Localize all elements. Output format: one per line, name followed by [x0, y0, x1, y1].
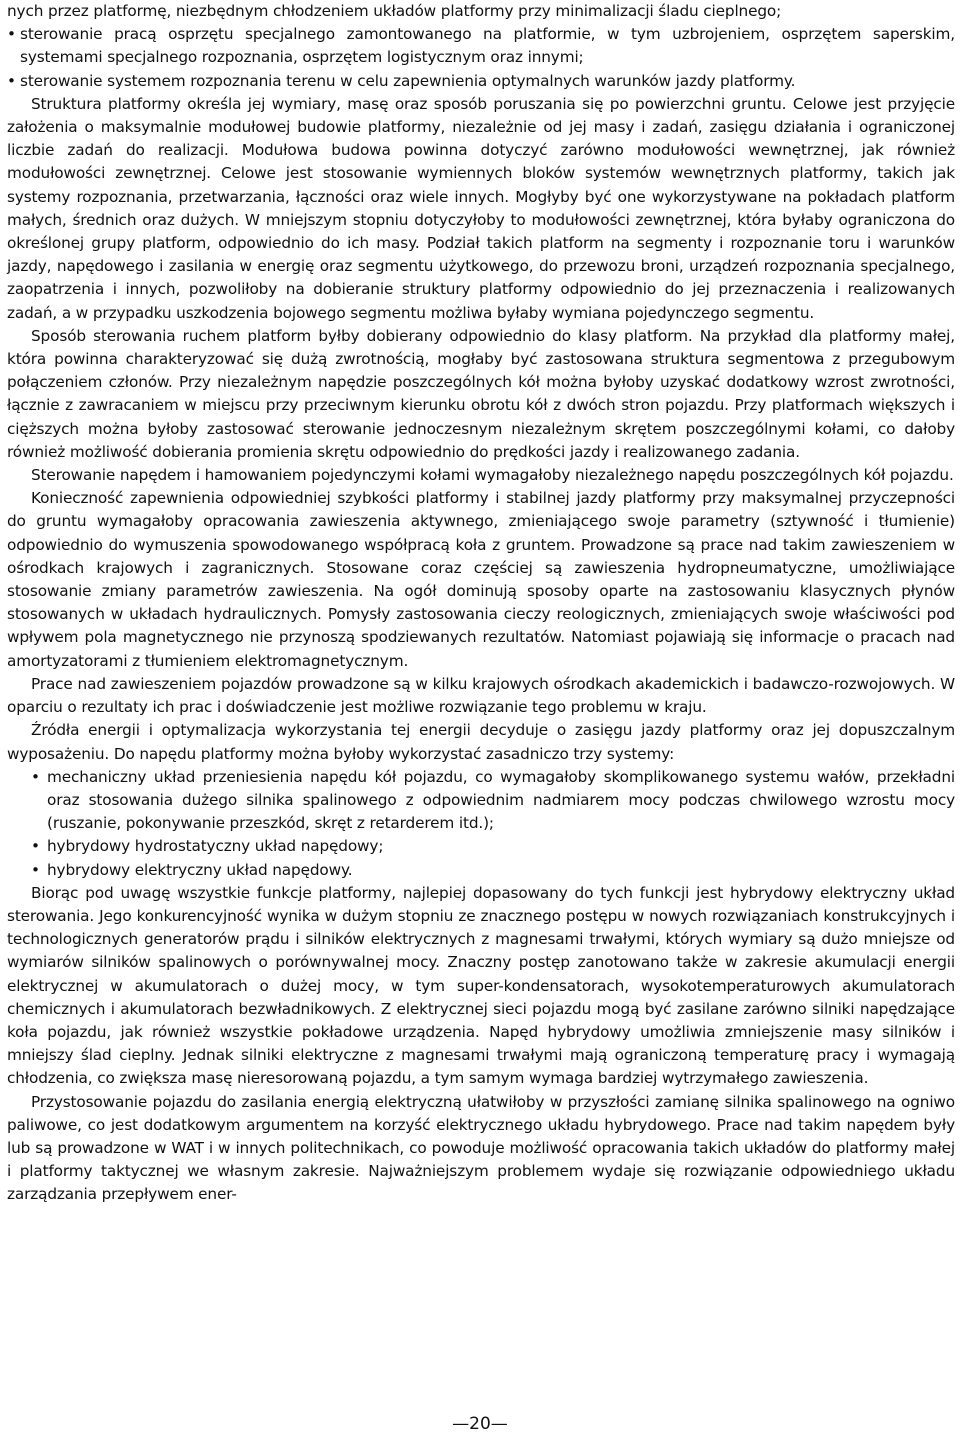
bullet-text: hybrydowy hydrostatyczny układ napędowy;: [47, 837, 384, 856]
bullet-text: sterowanie pracą osprzętu specjalnego zamontowanego na platformie, w tym uzbrojeniem, osprzętem saperskim, systemami specjalnego rozpoznania, osprzętem logistycznym oraz innymi;: [20, 25, 955, 67]
continuation-line: nych przez platformę, niezbędnym chłodzeniem układów platformy przy minimalizacji śladu cieplnego;: [7, 2, 782, 20]
bullet-item-mid-1: [7, 766, 955, 836]
bullet-item-top-1: [7, 23, 955, 69]
bullet-icon: •: [31, 837, 40, 856]
paragraph-fuel-cell: Przystosowanie pojazdu do zasilania energią elektryczną ułatwiłoby w przyszłości zamianę silnika spalinowego na ogniwo paliwowe, co jest dodatkowym argumentem na korzyść elektrycznego układu hybrydowego. Prace nad takim napędem były lub są prowadzone w WAT i w innych politechnikach, co powoduje możliwość opracowania takich układów do platformy małej i platformy taktycznej we własnym zakresie. Najważniejszym problemem wydaje się rozwiązanie odpowiedniego układu zarządzania przepływem ener-: [7, 1092, 955, 1204]
bullet-text: sterowanie systemem rozpoznania terenu w celu zapewnienia optymalnych warunków jazdy platformy.: [20, 71, 796, 90]
paragraph-suspension: Konieczność zapewnienia odpowiedniej szybkości platformy i stabilnej jazdy platformy przy maksymalnej przyczepności do gruntu wymagałoby opracowania zawieszenia aktywnego, zmieniającego swoje parametry (sztywność i tłumienie) odpowiednio do wymuszenia spowodowanego współpracą koła z gruntem. Prowadzone są prace nad takim zawieszeniem w ośrodkach krajowych i zagranicznych. Stosowane coraz częściej są zawieszenia hydropneumatyczne, umożliwiające stosowanie zmiany parametrów zawieszenia. Na ogół dominują sposoby oparte na zastosowaniu klasycznych płynów stosowanych w układach hydraulicznych. Pomysły zastosowania cieczy reologicznych, zmieniających swoje właściwości pod wpływem pola magnetycznego nie przynoszą spodziewanych rezultatów. Natomiast pojawiają się informacje o pracach nad amortyzatorami z tłumieniem elektromagnetycznym.: [7, 489, 955, 670]
bullet-text: hybrydowy elektryczny układ napędowy.: [47, 860, 353, 879]
document-body: [7, 0, 955, 1207]
bullet-text: mechaniczny układ przeniesienia napędu kół pojazdu, co wymagałoby skomplikowanego systemu wałów, przekładni oraz stosowania dużego silnika spalinowego z odpowiednim nadmiarem mocy podczas chwilowego wzrostu mocy (ruszanie, pokonywanie przeszkód, skręt z retarderem itd.);: [47, 767, 955, 833]
bullet-icon: •: [7, 71, 16, 90]
bullet-icon: •: [31, 860, 40, 879]
paragraph-research: Prace nad zawieszeniem pojazdów prowadzone są w kilku krajowych ośrodkach akademickich i badawczo-rozwojowych. W oparciu o rezultaty ich prac i doświadczenie jest możliwe rozwiązanie tego problemu w kraju.: [7, 674, 955, 717]
paragraph-drive-braking: Sterowanie napędem i hamowaniem pojedynczymi kołami wymagałoby niezależnego napędu poszczególnych kół pojazdu.: [31, 466, 954, 485]
bullet-icon: •: [31, 767, 40, 786]
paragraph-energy: Źródła energii i optymalizacja wykorzystania tej energii decyduje o zasięgu jazdy platformy oraz jej dopuszczalnym wyposażeniu. Do napędu platformy można byłoby wykorzystać zasadniczo trzy systemy:: [7, 721, 955, 763]
paragraph-structure: Struktura platformy określa jej wymiary, masę oraz sposób poruszania się po powierzchni gruntu. Celowe jest przyjęcie założenia o maksymalnie modułowej budowie platformy, niezależnie od jej masy i zadań, zasięgu działania i ograniczonej liczbie zadań do realizacji. Modułowa budowa powinna dotyczyć zarówno modułowości wewnętrznej, jak również modułowości zewnętrznej. Celowe jest stosowanie wymiennych bloków systemów wewnętrznych platformy, takich jak systemy rozpoznania, przetwarzania, łączności oraz wiele innych. Mogłyby być one wykorzystywane na pokładach platform małych, średnich oraz dużych. W mniejszym stopniu dotyczyłoby to modułowości zewnętrznej, która byłaby ograniczona do określonej grupy platform, odpowiednio do ich masy. Podział takich platform na segmenty i rozpoznanie toru i warunków jazdy, napędowego i zasilania w energię oraz segmentu użytkowego, do przewozu broni, urządzeń rozpoznania specjalnego, zaopatrzenia i innych, pozwoliłoby na dobieranie struktury platformy odpowiednio do jej przeznaczenia i realizowanych zadań, a w przypadku uszkodzenia bojowego segmentu możliwa byłaby wymiana pojedynczego segmentu.: [7, 94, 955, 322]
bullet-item-mid-2: [7, 835, 955, 858]
bullet-icon: •: [7, 25, 16, 44]
page-number: —20—: [452, 1414, 508, 1434]
bullet-item-top-2: [7, 70, 955, 93]
bullet-item-mid-3: [7, 859, 955, 882]
document-page: [7, 0, 955, 1207]
paragraph-hybrid-electric: Biorąc pod uwagę wszystkie funkcje platformy, najlepiej dopasowany do tych funkcji jest hybrydowy elektryczny układ sterowania. Jego konkurencyjność wynika w dużym stopniu ze znacznego postępu w nowych rozwiązaniach konstrukcyjnych i technologicznych generatorów prądu i silników elektrycznych z magnesami trwałymi, których wymiary są dużo mniejsze od wymiarów silników spalinowych o porównywalnej mocy. Znaczny postęp zanotowano także w zakresie akumulacji energii elektrycznej w akumulatorach o dużej mocy, w tym super-kondensatorach, wysokotemperaturowych akumulatorach chemicznych i akumulatorach bezwładnikowych. Z elektrycznej sieci pojazdu mogą być zasilane zarówno silniki napędzające koła pojazdu, jak również wszystkie pokładowe urządzenia. Napęd hybrydowy umożliwia zmniejszenie masy silników i mniejszy ślad cieplny. Jednak silniki elektryczne z magnesami trwałymi mają ograniczoną temperaturę pracy i wymagają chłodzenia, co zwiększa masę nieresorowaną pojazdu, a tym samym wymaga bardziej wytrzymałego zawieszenia.: [7, 883, 955, 1088]
paragraph-steering: Sposób sterowania ruchem platform byłby dobierany odpowiednio do klasy platform. Na przykład dla platformy małej, która powinna charakteryzować się dużą zwrotnością, mogłaby być zastosowana struktura segmentowa z przegubowym połączeniem członów. Przy niezależnym napędzie poszczególnych kół można byłoby uzyskać dodatkowy wzrost zwrotności, łącznie z zawracaniem w miejscu przy przeciwnym kierunku obrotu kół z dwóch stron pojazdu. Przy platformach większych i cięższych można byłoby zastosować sterowanie jednoczesnym niezależnym skrętem poszczególnymi kołami, co dałoby również możliwość dobierania promienia skrętu odpowiednio do prędkości jazdy i realizowanego zadania.: [7, 326, 955, 461]
